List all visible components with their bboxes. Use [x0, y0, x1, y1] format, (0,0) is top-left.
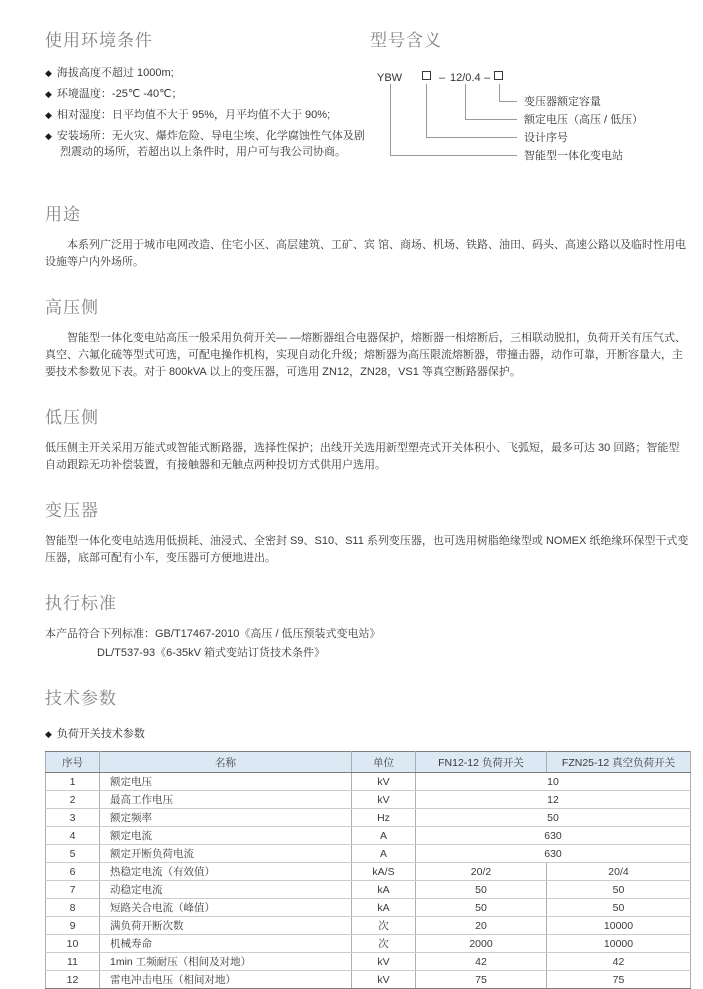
transformer-title: 变压器: [45, 501, 99, 520]
env-list-item: [45, 107, 370, 123]
table-cell: 次: [352, 935, 416, 953]
diamond-bullet-icon: ◆: [45, 68, 52, 78]
diamond-bullet-icon: ◆: [45, 131, 52, 141]
table-cell: 2: [46, 791, 100, 809]
table-cell: 12: [416, 791, 691, 809]
table-header-row: [46, 752, 691, 773]
table-cell: 机械寿命: [100, 935, 352, 953]
table-cell: kV: [352, 953, 416, 971]
table-cell: 6: [46, 863, 100, 881]
table-cell: 热稳定电流（有效值）: [100, 863, 352, 881]
model-dash: –: [484, 72, 491, 84]
table-cell: 9: [46, 917, 100, 935]
table-row: [46, 773, 691, 791]
standards-line1: 本产品符合下列标准：GB/T17467-2010《高压 / 低压预装式变电站》: [45, 628, 381, 640]
table-cell: 2000: [416, 935, 547, 953]
hv-side-title: 高压侧: [45, 298, 99, 317]
col-header-unit: 单位: [352, 752, 416, 773]
table-row: [46, 971, 691, 989]
transformer-section: [45, 496, 690, 567]
table-cell: 20/2: [416, 863, 547, 881]
model-voltage-code: 12/0.4: [450, 72, 481, 84]
table-cell: kV: [352, 971, 416, 989]
table-cell: kA/S: [352, 863, 416, 881]
usage-paragraph: 本系列广泛用于城市电网改造、住宅小区、高层建筑、工矿、宾 馆、商场、机场、铁路、油田、码头、高速公路以及临时性用电设施等户内外场所。: [45, 239, 687, 268]
table-cell: A: [352, 845, 416, 863]
col-header-fn12: FN12-12 负荷开关: [416, 752, 547, 773]
lv-side-title: 低压侧: [45, 408, 99, 427]
table-cell: 10000: [547, 917, 691, 935]
standards-title: 执行标准: [45, 594, 117, 613]
table-cell: kA: [352, 881, 416, 899]
model-meaning-section: [370, 26, 690, 178]
env-conditions-title: 使用环境条件: [45, 31, 153, 50]
load-switch-params-table: [45, 751, 691, 989]
tech-table-body: [46, 773, 691, 989]
tech-params-section: [45, 684, 690, 989]
table-cell: 50: [547, 899, 691, 917]
standards-section: [45, 589, 690, 662]
table-cell: 额定频率: [100, 809, 352, 827]
table-cell: 满负荷开断次数: [100, 917, 352, 935]
standards-line2: DL/T537-93《6-35kV 箱式变站订货技术条件》: [97, 647, 325, 659]
table-cell: 1: [46, 773, 100, 791]
diagram-label-station-type: 智能型一体化变电站: [524, 150, 623, 162]
table-cell: 4: [46, 827, 100, 845]
table-cell: 75: [547, 971, 691, 989]
tech-sub-title-label: 负荷开关技术参数: [56, 728, 145, 740]
env-list-item: [45, 128, 370, 160]
diamond-bullet-icon: ◆: [45, 110, 52, 120]
top-two-column-area: [45, 26, 690, 178]
table-cell: 10: [416, 773, 691, 791]
table-row: [46, 935, 691, 953]
table-cell: 10000: [547, 935, 691, 953]
table-cell: 12: [46, 971, 100, 989]
usage-section: [45, 200, 690, 271]
table-cell: 50: [416, 881, 547, 899]
table-cell: 75: [416, 971, 547, 989]
tech-params-title: 技术参数: [45, 689, 117, 708]
table-cell: 50: [416, 899, 547, 917]
lv-side-paragraph: 低压侧主开关采用万能式或智能式断路器，选择性保护；出线开关选用新型塑壳式开关体积小、飞弧短，最多可达 30 回路；智能型自动跟踪无功补偿装置，有接触器和无触点两种投切方式供用户选用。: [45, 442, 680, 471]
table-row: [46, 917, 691, 935]
col-header-no: 序号: [46, 752, 100, 773]
diagram-label-rated-capacity: 变压器额定容量: [524, 96, 601, 108]
table-cell: 5: [46, 845, 100, 863]
table-row: [46, 953, 691, 971]
table-cell: 20: [416, 917, 547, 935]
table-cell: 630: [416, 827, 691, 845]
diagram-label-design-serial: 设计序号: [524, 132, 568, 144]
table-row: [46, 899, 691, 917]
table-cell: 额定电流: [100, 827, 352, 845]
usage-title: 用途: [45, 205, 81, 224]
table-cell: 42: [547, 953, 691, 971]
hv-side-section: [45, 293, 690, 381]
model-prefix: YBW: [377, 72, 403, 84]
table-row: [46, 863, 691, 881]
table-cell: 雷电冲击电压（相间对地）: [100, 971, 352, 989]
transformer-paragraph: 智能型一体化变电站选用低损耗、油浸式、全密封 S9、S10、S11 系列变压器，也可选用树脂绝缘型或 NOMEX 纸绝缘环保型干式变压器，底部可配有小车，变压器可方便地进出。: [45, 535, 689, 564]
table-cell: A: [352, 827, 416, 845]
env-list-item: [45, 86, 370, 102]
model-placeholder-box-icon: [422, 71, 431, 85]
table-row: [46, 809, 691, 827]
tech-sub-title: [45, 725, 690, 741]
table-row: [46, 791, 691, 809]
env-item-text: 相对湿度：日平均值不大于 95%，月平均值不大于 90%;: [56, 109, 331, 121]
table-cell: 50: [416, 809, 691, 827]
diamond-bullet-icon: ◆: [45, 89, 52, 99]
table-cell: 次: [352, 917, 416, 935]
table-cell: 短路关合电流（峰值）: [100, 899, 352, 917]
table-cell: 额定电压: [100, 773, 352, 791]
col-header-fzn25: FZN25-12 真空负荷开关: [547, 752, 691, 773]
table-cell: Hz: [352, 809, 416, 827]
connector-line: [390, 84, 517, 156]
table-cell: 10: [46, 935, 100, 953]
model-meaning-title: 型号含义: [370, 31, 442, 50]
env-conditions-section: [45, 26, 370, 178]
table-cell: 最高工作电压: [100, 791, 352, 809]
table-row: [46, 827, 691, 845]
env-item-text: 环境温度：-25℃ -40℃；: [56, 88, 183, 100]
diagram-label-rated-voltage: 额定电压（高压 / 低压）: [524, 114, 644, 126]
table-cell: 11: [46, 953, 100, 971]
hv-side-paragraph: 智能型一体化变电站高压一般采用负荷开关— —熔断器组合电器保护，熔断器一相熔断后，三相联动脱扣，负荷开关有压气式、真空、六氟化硫等型式可选，可配电操作机构，实现自动化升级；熔断器为高压限流熔断器，带撞击器，动作可靠，开断容量大，主要技术参数见下表。对于 800kVA 以上的变压器，可选用 ZN12，ZN28，VS1 等真空断路器保护。: [45, 332, 687, 378]
lv-side-section: [45, 403, 690, 474]
table-row: [46, 881, 691, 899]
table-cell: kV: [352, 791, 416, 809]
diamond-bullet-icon: ◆: [45, 729, 52, 739]
table-cell: 额定开断负荷电流: [100, 845, 352, 863]
env-list-item: [45, 65, 370, 81]
table-cell: 8: [46, 899, 100, 917]
table-cell: kV: [352, 773, 416, 791]
table-cell: 20/4: [547, 863, 691, 881]
model-designation-diagram: [370, 71, 690, 171]
env-item-text: 海拔高度不超过 1000m;: [56, 67, 174, 79]
table-row: [46, 845, 691, 863]
table-cell: 3: [46, 809, 100, 827]
model-dash: –: [439, 72, 446, 84]
env-item-text: 安装场所：无火灾、爆炸危险、导电尘埃、化学腐蚀性气体及剧烈震动的场所，若超出以上条件时，用户可与我公司协商。: [56, 130, 365, 158]
table-cell: 1min 工频耐压（相间及对地）: [100, 953, 352, 971]
table-cell: 42: [416, 953, 547, 971]
table-cell: 50: [547, 881, 691, 899]
model-placeholder-box-icon: [494, 71, 503, 85]
table-cell: 7: [46, 881, 100, 899]
env-list: [45, 65, 370, 160]
col-header-name: 名称: [100, 752, 352, 773]
table-cell: 630: [416, 845, 691, 863]
table-cell: kA: [352, 899, 416, 917]
table-cell: 动稳定电流: [100, 881, 352, 899]
